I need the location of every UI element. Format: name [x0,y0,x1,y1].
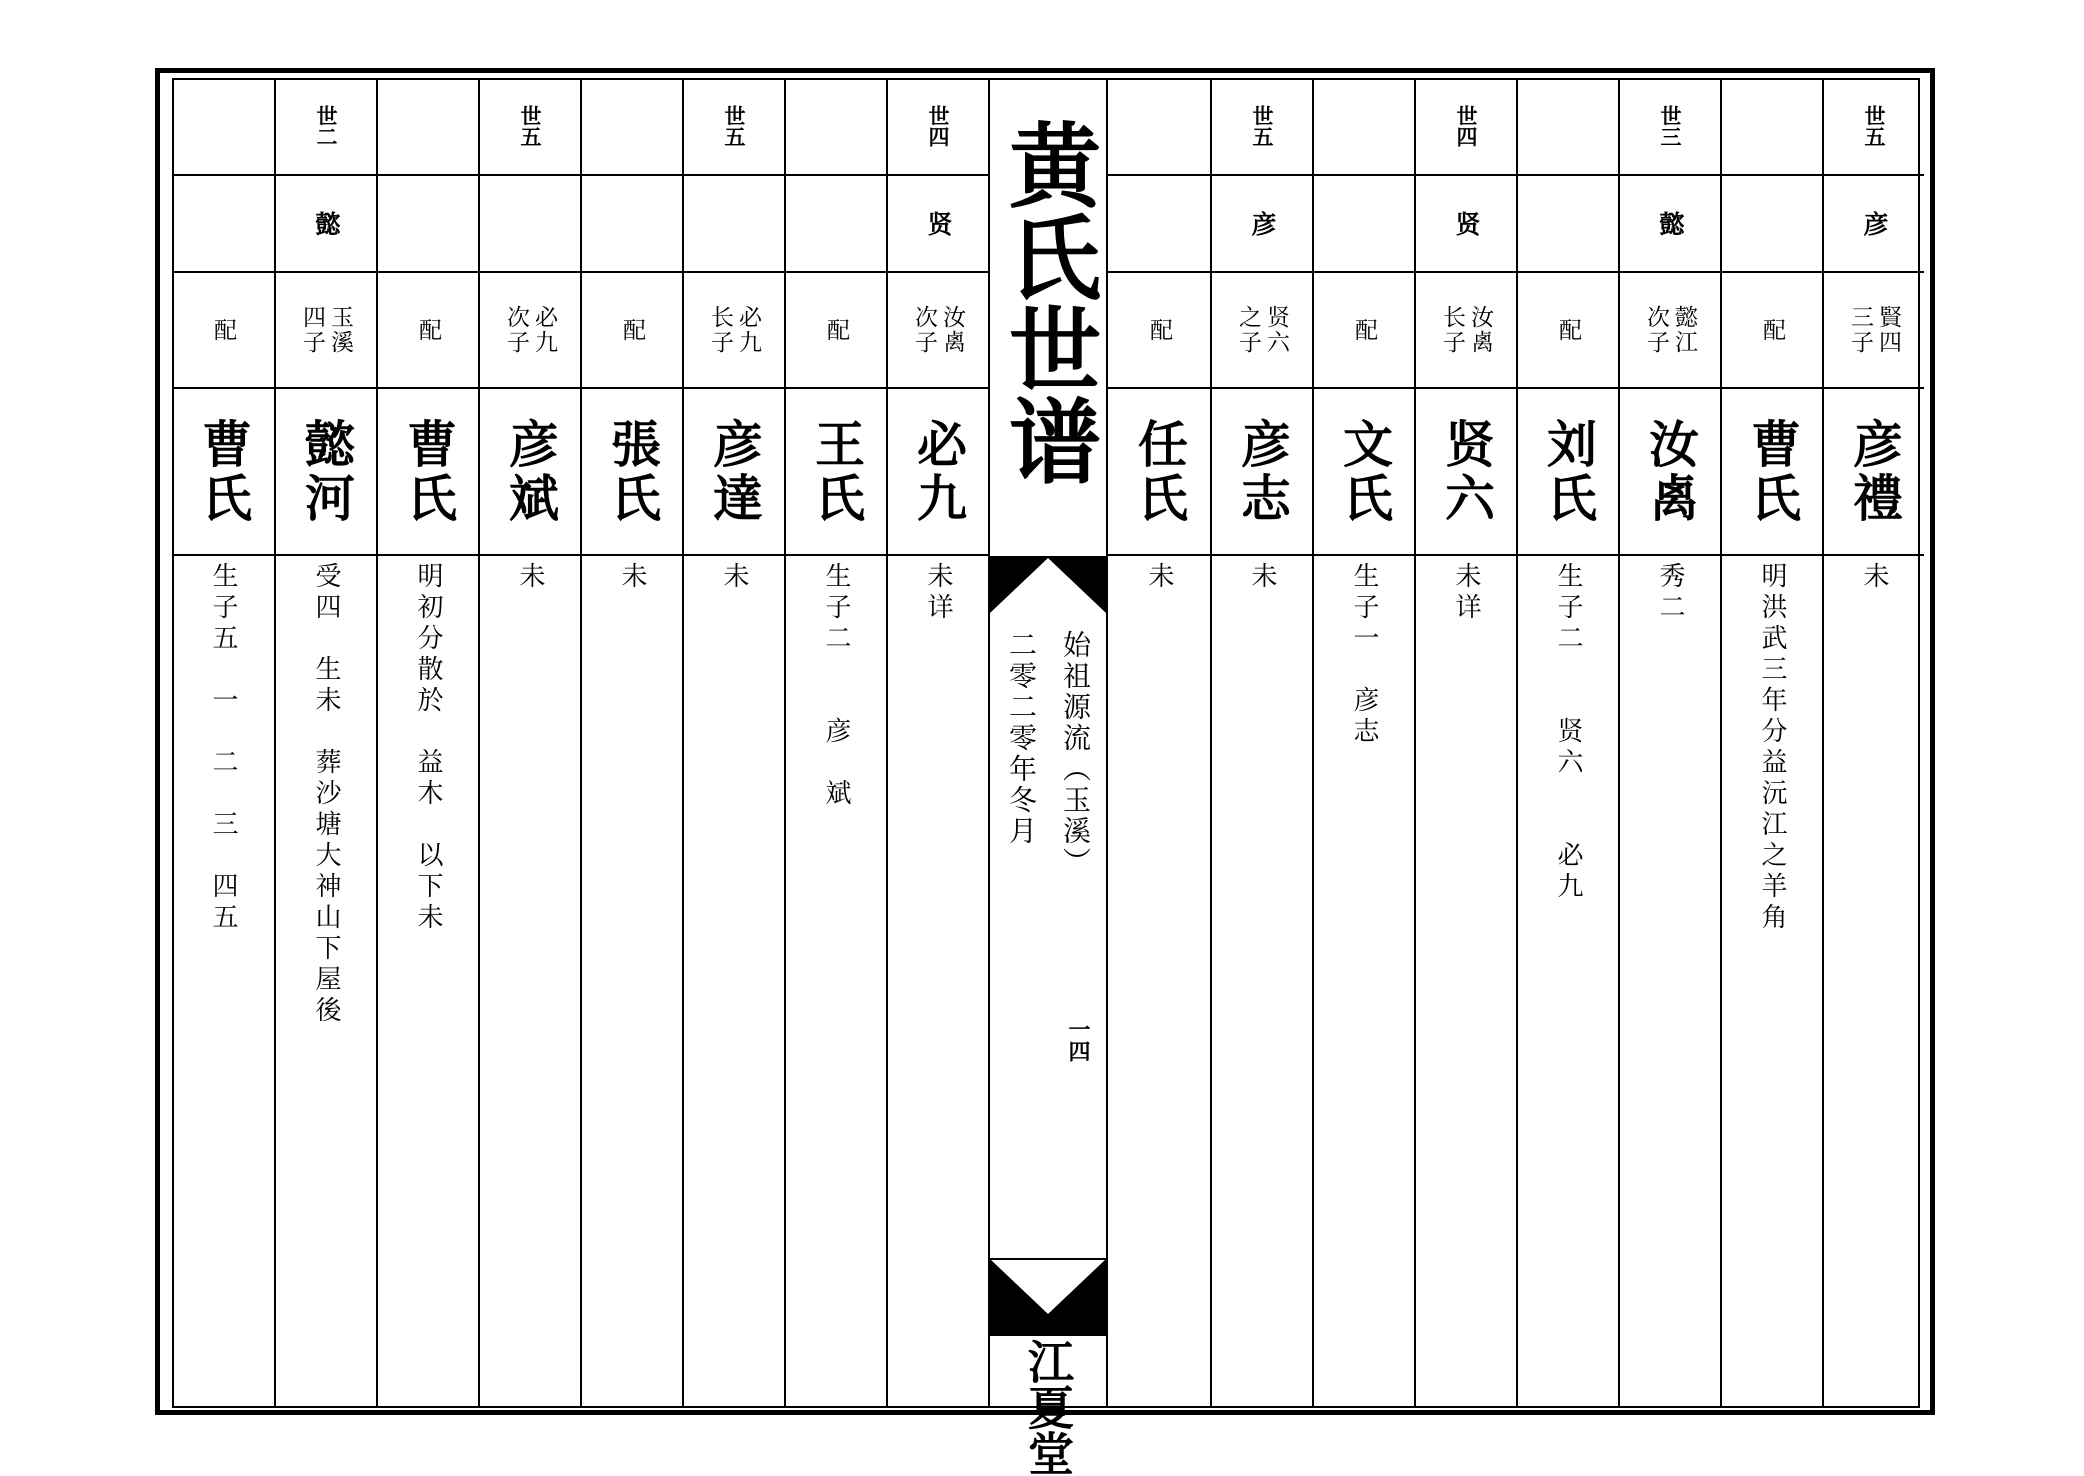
notes-cell [1620,556,1720,1408]
genealogy-column [886,78,988,1408]
genealogy-column [376,78,478,1408]
genealogy-column [1822,78,1924,1408]
lineage-char-cell [1824,176,1924,273]
relation-cell [480,273,580,389]
notes-cell [276,556,376,1408]
relation-text: 配 [823,317,849,343]
notes-text: 生子一 彦志 [1349,562,1379,748]
person-name-cell [1518,389,1618,556]
notes-text: 未 [1859,562,1889,593]
relation-text: 必九 次子 [503,305,557,355]
lineage-char-cell [1620,176,1720,273]
notes-text: 未 [1144,562,1174,593]
genealogy-column [784,78,886,1408]
relation-cell [888,273,988,389]
person-name-text: 彦達 [705,417,764,526]
relation-text: 配 [415,317,441,343]
genealogy-column [478,78,580,1408]
relation-text: 汝禼 长子 [1439,305,1493,355]
generation-cell [1722,78,1822,176]
notes-cell [684,556,784,1408]
left-half-columns [172,78,988,1408]
generation-cell [684,78,784,176]
lineage-char-text: 贤 [924,211,953,236]
notes-text: 未详 [1451,562,1481,624]
relation-text: 賢四 三子 [1847,305,1901,355]
right-half-columns [1108,78,1924,1408]
lineage-char-text: 彦 [1860,211,1889,236]
relation-cell [1824,273,1924,389]
person-name-text: 彦禮 [1845,417,1904,526]
person-name-cell [172,389,274,556]
person-name-cell [786,389,886,556]
genealogy-column [580,78,682,1408]
genealogy-column [1312,78,1414,1408]
lineage-char-cell [582,176,682,273]
book-title: 黄氏世谱 [994,118,1102,486]
person-name-text: 贤六 [1437,417,1496,526]
generation-text: 世四 [926,105,951,147]
person-name-cell [582,389,682,556]
generation-cell [1212,78,1312,176]
generation-cell [172,78,274,176]
relation-cell [582,273,682,389]
generation-cell [1416,78,1516,176]
generation-text: 世四 [1454,105,1479,147]
person-name-text: 刘氏 [1539,417,1598,526]
notes-text: 未 [617,562,647,593]
genealogy-column [274,78,376,1408]
person-name-cell [1620,389,1720,556]
generation-cell [378,78,478,176]
lineage-char-cell [480,176,580,273]
relation-cell [378,273,478,389]
genealogy-column [1618,78,1720,1408]
notes-text: 生子二 贤六 必九 [1553,562,1583,903]
relation-cell [1212,273,1312,389]
center-spine [988,78,1108,1476]
lineage-char-text: 懿 [1656,211,1685,236]
relation-cell [276,273,376,389]
relation-text: 玉溪 四子 [299,305,353,355]
person-name-text: 懿河 [297,417,356,526]
notes-text: 生子五 一 二 三 四五 [208,562,238,934]
notes-cell [1212,556,1312,1408]
lineage-char-cell [276,176,376,273]
notes-cell [1108,556,1210,1408]
person-name-cell [1314,389,1414,556]
notes-cell [888,556,988,1408]
notes-text: 生子二 彦 斌 [821,562,851,810]
person-name-text: 曹氏 [399,417,458,526]
relation-text: 配 [210,317,236,343]
notes-text: 未 [719,562,749,593]
notes-text: 受四 生未 葬沙塘大神山下屋後 [311,562,341,1027]
lineage-char-text: 贤 [1452,211,1481,236]
person-name-cell [684,389,784,556]
lineage-char-cell [1722,176,1822,273]
relation-text: 懿江 次子 [1643,305,1697,355]
person-name-cell [1722,389,1822,556]
notes-text: 明洪武三年分益沅江之羊角 [1757,562,1787,934]
generation-cell [888,78,988,176]
lineage-char-cell [1314,176,1414,273]
person-name-text: 汝禼 [1641,417,1700,526]
relation-cell [1108,273,1210,389]
person-name-text: 必九 [909,417,968,526]
hall-name: 江夏堂 [1021,1338,1075,1476]
relation-cell [684,273,784,389]
lineage-char-cell [684,176,784,273]
notes-cell [480,556,580,1408]
generation-cell [1518,78,1618,176]
relation-text: 配 [1146,317,1172,343]
relation-text: 配 [1351,317,1377,343]
relation-text: 汝禼 次子 [911,305,965,355]
lineage-char-text: 彦 [1248,211,1277,236]
lineage-char-cell [888,176,988,273]
lineage-char-cell [172,176,274,273]
person-name-text: 曹氏 [194,417,253,526]
relation-cell [1518,273,1618,389]
relation-text: 贤六 之子 [1235,305,1289,355]
generation-text: 世五 [1862,105,1887,147]
page-number: 一四 [1065,1018,1091,1062]
genealogy-column [1414,78,1516,1408]
compile-date: 二零二零年冬月 [1005,630,1038,847]
relation-cell [1722,273,1822,389]
genealogy-column [682,78,784,1408]
notes-cell [582,556,682,1408]
lineage-char-cell [1416,176,1516,273]
notes-cell [1824,556,1924,1408]
person-name-cell [276,389,376,556]
relation-cell [172,273,274,389]
notes-text: 秀二 [1655,562,1685,624]
person-name-text: 彦斌 [501,417,560,526]
genealogy-column [1108,78,1210,1408]
person-name-text: 曹氏 [1743,417,1802,526]
genealogy-column [1210,78,1312,1408]
spine-band [990,556,1106,1336]
generation-cell [276,78,376,176]
generation-cell [1824,78,1924,176]
notes-cell [786,556,886,1408]
generation-cell [582,78,682,176]
relation-text: 配 [1555,317,1581,343]
notes-text: 未 [515,562,545,593]
person-name-cell [378,389,478,556]
genealogy-column [172,78,274,1408]
person-name-text: 任氏 [1130,417,1189,526]
notes-cell [1314,556,1414,1408]
person-name-cell [1824,389,1924,556]
notes-text: 未 [1247,562,1277,593]
notes-text: 未详 [923,562,953,624]
relation-text: 配 [619,317,645,343]
notes-cell [172,556,274,1408]
relation-cell [1314,273,1414,389]
lineage-char-cell [1212,176,1312,273]
person-name-text: 彦志 [1233,417,1292,526]
relation-cell [786,273,886,389]
lineage-char-text: 懿 [312,211,341,236]
genealogy-column [1720,78,1822,1408]
notes-cell [1416,556,1516,1408]
relation-cell [1416,273,1516,389]
generation-text: 世三 [1658,105,1683,147]
relation-cell [1620,273,1720,389]
person-name-cell [888,389,988,556]
lineage-char-cell [378,176,478,273]
generation-cell [786,78,886,176]
notes-cell [1518,556,1618,1408]
lineage-char-cell [786,176,886,273]
person-name-cell [1212,389,1312,556]
lineage-char-cell [1518,176,1618,273]
generation-cell [1620,78,1720,176]
person-name-text: 王氏 [807,417,866,526]
notes-cell [378,556,478,1408]
notes-text: 明初分散於 益木 以下未 [413,562,443,934]
relation-text: 必九 长子 [707,305,761,355]
generation-cell [1314,78,1414,176]
notes-cell [1722,556,1822,1408]
person-name-text: 文氏 [1335,417,1394,526]
generation-cell [1108,78,1210,176]
person-name-cell [1416,389,1516,556]
relation-text: 配 [1759,317,1785,343]
book-subtitle: 始祖源流（玉溪） [1059,630,1092,878]
generation-text: 世五 [518,105,543,147]
generation-text: 世五 [722,105,747,147]
person-name-cell [1108,389,1210,556]
generation-text: 世五 [1250,105,1275,147]
generation-cell [480,78,580,176]
genealogy-column [1516,78,1618,1408]
generation-text: 世二 [314,105,339,147]
lineage-char-cell [1108,176,1210,273]
person-name-cell [480,389,580,556]
person-name-text: 張氏 [603,417,662,526]
